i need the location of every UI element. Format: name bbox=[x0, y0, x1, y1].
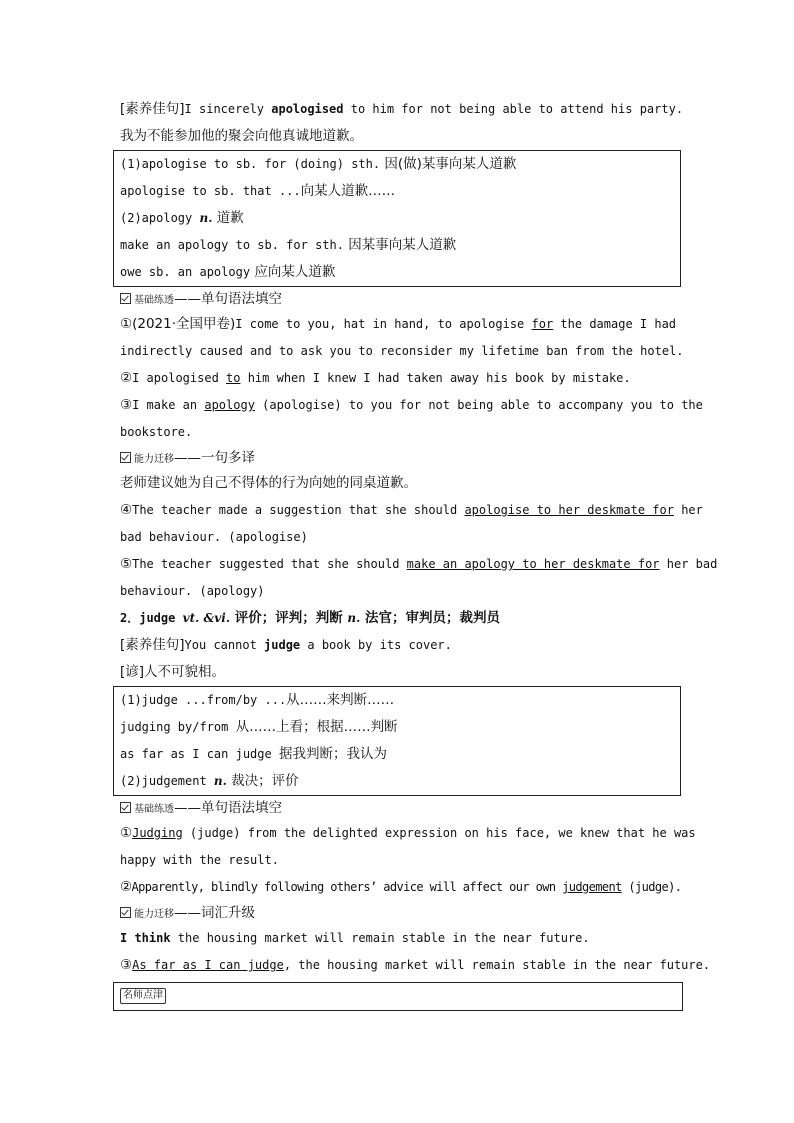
checkbox-icon bbox=[120, 802, 131, 813]
exercise-item-cont: happy with the result. bbox=[120, 853, 279, 867]
usage-box-apologise bbox=[113, 150, 681, 287]
example-sentence-1: [素养佳句]I sincerely apologised to him for not being able to attend his party. bbox=[120, 101, 684, 117]
exercise-item: ①Judging (judge) from the delighted expression on his face, we knew that he was bbox=[120, 825, 696, 841]
usage-line: as far as I can judge 据我判断；我认为 bbox=[120, 746, 387, 762]
answer-blank: judgement bbox=[562, 880, 622, 894]
usage-line: make an apology to sb. for sth. 因某事向某人道歉 bbox=[120, 237, 457, 253]
document-page bbox=[120, 96, 718, 1011]
usage-line: (2)judgement n. 裁决；评价 bbox=[120, 773, 299, 789]
answer-blank: make an apology to her deskmate for bbox=[406, 557, 660, 571]
usage-line: judging by/from 从……上看；根据……判断 bbox=[120, 719, 398, 735]
section-tag-basic-1: 基础练透——单句语法填空 bbox=[120, 287, 682, 311]
exercise-item: ①(2021·全国甲卷)I come to you, hat in hand, to apologise for the damage I had bbox=[120, 316, 677, 332]
answer-blank: apologise to her deskmate for bbox=[464, 503, 674, 517]
exercise-item: ④The teacher made a suggestion that she should apologise to her deskmate for her bbox=[120, 502, 703, 518]
usage-line: owe sb. an apology 应向某人道歉 bbox=[120, 264, 336, 280]
exercise-item-cont: bookstore. bbox=[120, 425, 193, 439]
exercise-item: ⑤The teacher suggested that she should make an apology to her deskmate for her bad bbox=[120, 556, 718, 572]
section-tag-transfer-2: 能力迁移——词汇升级 bbox=[120, 901, 682, 925]
translation-prompt: 老师建议她为自己不得体的行为向她的同桌道歉。 bbox=[120, 475, 417, 491]
answer-blank: Judging bbox=[132, 826, 183, 840]
exercise-item-cont: behaviour. (apology) bbox=[120, 584, 265, 598]
usage-line: (1)judge ...from/by ...从……来判断…… bbox=[120, 692, 395, 708]
example-sentence-2: [素养佳句]You cannot judge a book by its cover. bbox=[120, 637, 452, 653]
usage-line: apologise to sb. that ...向某人道歉…… bbox=[120, 183, 396, 199]
usage-box-judge bbox=[113, 686, 681, 796]
answer-blank: As far as I can judge bbox=[132, 958, 284, 972]
teacher-tip-box bbox=[113, 982, 683, 1011]
checkbox-icon bbox=[120, 907, 131, 918]
example-translation-2: [谚]人不可貌相。 bbox=[120, 664, 226, 680]
exercise-item: ③As far as I can judge, the housing market will remain stable in the near future. bbox=[120, 957, 711, 973]
exercise-item: ③I make an apology (apologise) to you for not being able to accompany you to the bbox=[120, 397, 703, 413]
word-heading-judge: 2．judge vt. &vi. 评价；评判；判断 n. 法官；审判员；裁判员 bbox=[120, 610, 501, 626]
upgrade-source-sentence: I think the housing market will remain stable in the near future. bbox=[120, 931, 590, 945]
section-tag-transfer-1: 能力迁移——一句多译 bbox=[120, 446, 682, 470]
exercise-item-cont: bad behaviour. (apologise) bbox=[120, 530, 308, 544]
exercise-item: ②Apparently, blindly following others’ advice will affect our own judgement (judge). bbox=[120, 879, 682, 895]
checkbox-icon bbox=[120, 293, 131, 304]
example-translation-1: 我为不能参加他的聚会向他真诚地道歉。 bbox=[120, 128, 363, 144]
exercise-item: ②I apologised to him when I knew I had taken away his book by mistake. bbox=[120, 370, 631, 386]
usage-line: (2)apology n. 道歉 bbox=[120, 210, 244, 226]
checkbox-icon bbox=[120, 452, 131, 463]
answer-blank: apology bbox=[204, 398, 255, 412]
usage-line: (1)apologise to sb. for (doing) sth. 因(做)某事向某人道歉 bbox=[120, 156, 517, 172]
teacher-tip-label: 名师点津 bbox=[120, 988, 166, 1004]
answer-blank: to bbox=[226, 371, 241, 385]
answer-blank: for bbox=[531, 317, 554, 331]
exercise-item-cont: indirectly caused and to ask you to reconsider my lifetime ban from the hotel. bbox=[120, 344, 684, 358]
section-tag-basic-2: 基础练透——单句语法填空 bbox=[120, 796, 682, 820]
